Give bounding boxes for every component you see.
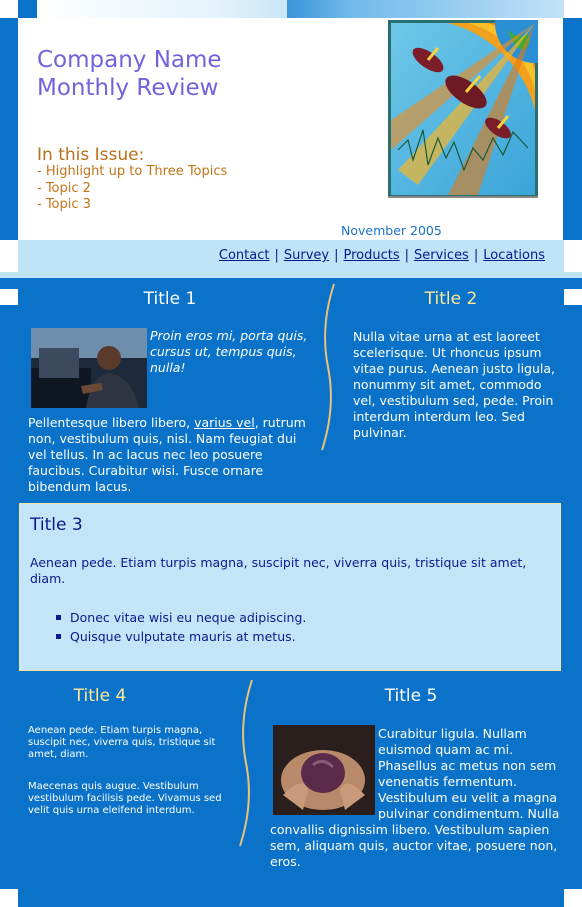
list-item: Quisque vulputate mauris at metus. — [53, 627, 306, 646]
section-body-1 — [28, 415, 310, 495]
body-text: , rutrum non, vestibulum quis, nisl. Nam feugiat dui vel tellus. In ac lacus nec leo posuere faucibus. Curabitur wisi. Fusce ornare bibendum lacus. — [28, 415, 306, 494]
satellite-dish-art — [388, 20, 538, 198]
section-title-4: Title 4 — [73, 686, 127, 706]
nav-edge — [0, 240, 18, 272]
issue-date: November 2005 — [341, 223, 442, 238]
bullet-list — [53, 608, 306, 646]
corner-square — [0, 889, 18, 907]
corner-square — [0, 0, 18, 18]
issue-topic: - Topic 2 — [37, 180, 91, 196]
list-item: Donec vitae wisi eu neque adipiscing. — [53, 608, 306, 627]
nav-separator: | — [473, 248, 479, 263]
section-title-2: Title 2 — [424, 289, 478, 309]
corner-square — [564, 889, 582, 907]
company-name-line: Company Name — [37, 47, 222, 73]
section-title-3: Title 3 — [30, 515, 83, 535]
nav-link-services[interactable]: Services — [414, 248, 469, 263]
body-text: Curabitur ligula. Nullam euismod quam ac mi. Phasellus ac metus non sem venenatis fermentum. Vestibulum eu velit a magna pulvinar condimentum. Nulla convallis dignissim libero. Vestibulum sapien sem, aliquam quis, auctor vitae, posuere non, eros. — [270, 726, 560, 869]
nav-separator: | — [404, 248, 410, 263]
newsletter-title: Monthly Review — [37, 75, 219, 101]
corner-square — [564, 0, 582, 18]
issue-topic: - Topic 3 — [37, 197, 91, 212]
nav-edge — [564, 240, 582, 272]
corner-square — [564, 289, 582, 305]
section-title-5: Title 5 — [384, 686, 438, 706]
divider-curve — [236, 678, 258, 848]
nav-separator: | — [274, 248, 279, 263]
issue-topic: - Highlight up to Three Topics — [37, 164, 228, 179]
nav-link-contact[interactable]: Contact — [218, 248, 270, 263]
header-band — [37, 0, 287, 18]
nav-link-survey[interactable]: Survey — [283, 248, 330, 263]
inline-link[interactable]: varius vel — [194, 415, 255, 430]
section-body-4-para1: Aenean pede. Etiam turpis magna, suscipit nec, viverra quis, tristique sit amet, diam. — [28, 725, 216, 760]
company-name — [37, 46, 357, 102]
hands-holding-globe-photo — [273, 725, 375, 815]
section-body-2: Nulla vitae urna at est laoreet scelerisque. Ut rhoncus ipsum vitae purus. Aenean justo ligula, nonummy sit amet, commodo vel, vestibulum sed, pede. Proin interdum interdum leo. Sed pulvinar. — [353, 329, 556, 440]
nav-separator: | — [334, 248, 339, 263]
issue-heading: In this Issue: — [37, 145, 145, 165]
nav-link-products[interactable]: Products — [343, 248, 400, 263]
man-at-computer-photo — [31, 328, 147, 408]
section-body-3: Aenean pede. Etiam turpis magna, suscipit nec, viverra quis, tristique sit amet, diam. — [30, 555, 527, 586]
nav-links — [219, 248, 545, 263]
pull-quote-1: Proin eros mi, porta quis, cursus ut, tempus quis, nulla! — [150, 328, 308, 375]
section-body-4-para2: Maecenas quis augue. Vestibulum vestibulum facilisis pede. Vivamus sed velit quis urna eleifend interdum. — [28, 781, 222, 816]
body-text: Pellentesque libero libero, — [28, 415, 195, 430]
divider-curve — [318, 282, 340, 452]
issue-topic-list — [37, 164, 227, 214]
nav-link-locations[interactable]: Locations — [483, 248, 545, 263]
section-title-1: Title 1 — [143, 289, 197, 309]
nav-underline — [0, 272, 582, 278]
corner-square — [0, 289, 18, 305]
